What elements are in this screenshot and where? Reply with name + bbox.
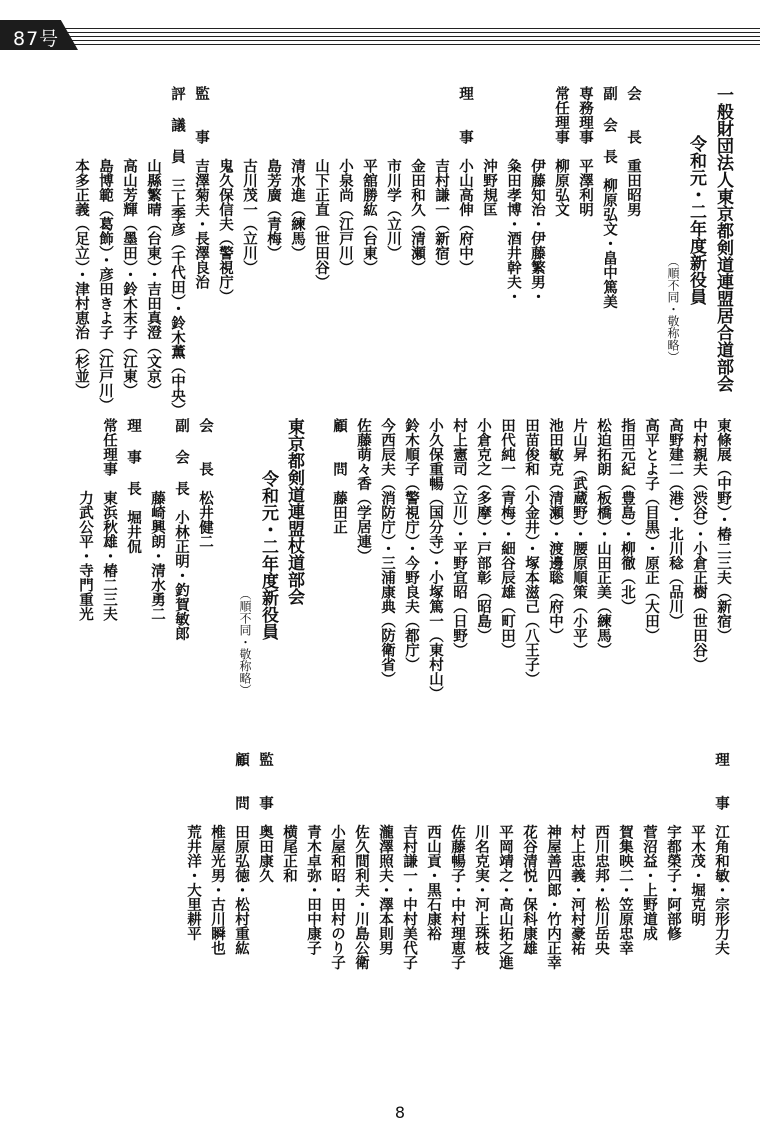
officer-line: 中村親夫（渋谷）・小倉正樹（世田谷） [691,418,708,672]
officer-line: 今西辰夫（消防庁）・三浦康典（防衛省） [379,418,396,687]
officer-line: 市川学（立川） [385,86,402,260]
officer-line: 平岡靖之・高山拓之進 [497,752,514,970]
officer-line: 菅沼益・上野道成 [641,752,658,941]
officer-line: 池田敏克（清瀬）・渡邊聡（府中） [547,418,564,643]
officer-line: 顧 問 田原弘徳・松村重紘 [233,752,250,955]
page-number: 8 [394,1103,406,1122]
officer-line: 吉村謙一（新宿） [433,86,450,275]
officer-line: 鬼久保信夫（警視庁） [217,86,234,304]
officer-line: 小倉克之（多摩）・戸部彰（昭島） [475,418,492,643]
officer-line: 小久保重暢（国分寺）・小塚篤一（東村山） [427,418,444,701]
officer-line: 花谷清悦・保科康雄 [521,752,538,955]
officer-line: 平舘勝紘（台東） [361,86,378,275]
officer-line: 宇都榮子・阿部修 [665,752,682,941]
officer-line: 青木卓弥・田中康子 [305,752,322,955]
officer-line: 西川忠邦・松川岳央 [593,752,610,955]
officer-line: 会 長 重田昭男 [625,86,642,217]
officer-line: 西山貢・黒石康裕 [425,752,442,941]
officer-line: 監 事 奥田康久 [257,752,274,883]
officer-line: 吉村謙一・中村美代子 [401,752,418,970]
officer-line: 瀧澤照夫・澤本則男 [377,752,394,955]
officer-line: 川名克実・河上珠枝 [473,752,490,955]
officer-line: 顧 問 藤田正 [331,418,348,534]
officer-line: 力武公平・寺門重光 [77,418,94,621]
section-note: （順不同・敬称略） [238,588,252,696]
section-title: 一般財団法人東京都剣道連盟居合道部会 [713,86,733,392]
officer-line: 佐久間利夫・川島公衛 [353,752,370,970]
officer-line: 村上憲司（立川）・平野宜昭（日野） [451,418,468,658]
officer-line: 松迫拓朗（板橋）・山田正美（練馬） [595,418,612,658]
officer-line: 片山昇（武蔵野）・腰原順策（小平） [571,418,588,658]
officer-line: 評 議 員 三上季彦（千代田）・鈴木薫（中央） [169,86,186,418]
officer-line: 副 会 長 柳原弘文・畠中篤美 [601,86,618,309]
officer-line: 藤崎興朗・清水勇二 [149,418,166,621]
officer-line: 山縣繁晴（台東）・吉田真澄（文京） [145,86,162,398]
officer-line: 賀集映二・笠原忠幸 [617,752,634,955]
officer-line: 古川茂一（立川） [241,86,258,275]
officer-line: 神屋善四郎・竹内正幸 [545,752,562,970]
officer-line: 理 事 江角和敏・宗形力夫 [713,752,730,955]
section-note: （順不同・敬称略） [666,255,680,363]
officer-line: 田代純一（青梅）・細谷辰雄（町田） [499,418,516,658]
officer-line: 山下正直（世田谷） [313,86,330,289]
header-rules [0,26,760,46]
officer-line: 高野建二（港）・北川稔（品川） [667,418,684,629]
officer-line: 清水進（練馬） [289,86,306,260]
officer-line: 椎屋光男・古川瞬也 [209,752,226,955]
officer-line: 会 長 松井健二 [197,418,214,549]
officer-line: 本多正義（足立）・津村恵治（杉並） [73,86,90,398]
officer-line: 高山芳輝（墨田）・鈴木末子（江東） [121,86,138,398]
officer-line: 島芳廣（青梅） [265,86,282,260]
officer-line: 東條展（中野）・椿二三夫（新宿） [715,418,732,643]
officer-line: 佐藤暢子・中村理恵子 [449,752,466,970]
officer-line: 小泉尚（江戸川） [337,86,354,275]
officer-line: 鈴木順子（警視庁）・今野良夫（都庁） [403,418,420,672]
officer-line: 理 事 小山高伸（府中） [457,86,474,275]
issue-number: 87号 [13,28,60,50]
officer-line: 常任理事 東浜秋雄・椿二三夫 [101,418,118,621]
officer-line: 島博範（葛飾）・彦田きよ子（江戸川） [97,86,114,413]
officer-line: 常任理事 柳原弘文 [553,86,570,217]
officer-line: 副 会 長 小林正明・釣賀敏郎 [173,418,190,641]
officer-line: 監 事 吉澤菊夫・長澤良治 [193,86,210,289]
officer-line: 高平とよ子（目黒）・原正（大田） [643,418,660,643]
section-title: 東京都剣道連盟杖道部会 [284,418,304,605]
officer-line: 理 事 長 堀井侃 [125,418,142,554]
officer-line: 金田和久（清瀬） [409,86,426,275]
officer-line: 指田元紀（豊島）・柳徹（北） [619,418,636,614]
officer-line: 佐藤萌々香（学居連） [355,418,372,563]
officer-line: 横尾正和 [281,752,298,883]
officer-line: 粂田孝博・酒井幹夫・ [505,86,522,304]
officer-line: 平木茂・堀克明 [689,752,706,926]
officer-line: 伊藤知治・伊藤繁男・ [529,86,546,304]
officer-line: 沖野規匡 [481,86,498,217]
section-subtitle: 令和元・二年度新役員 [258,470,278,640]
page-header [0,20,760,50]
officer-line: 小屋和昭・田村のり子 [329,752,346,970]
officer-line: 荒井洋・大里耕平 [185,752,202,941]
officer-line: 村上忠義・河村豪祐 [569,752,586,955]
officer-line: 田苗俊和（小金井）・塚本滋己（八王子） [523,418,540,687]
officer-line: 専務理事 平澤利明 [577,86,594,217]
section-subtitle: 令和元・二年度新役員 [686,135,706,305]
